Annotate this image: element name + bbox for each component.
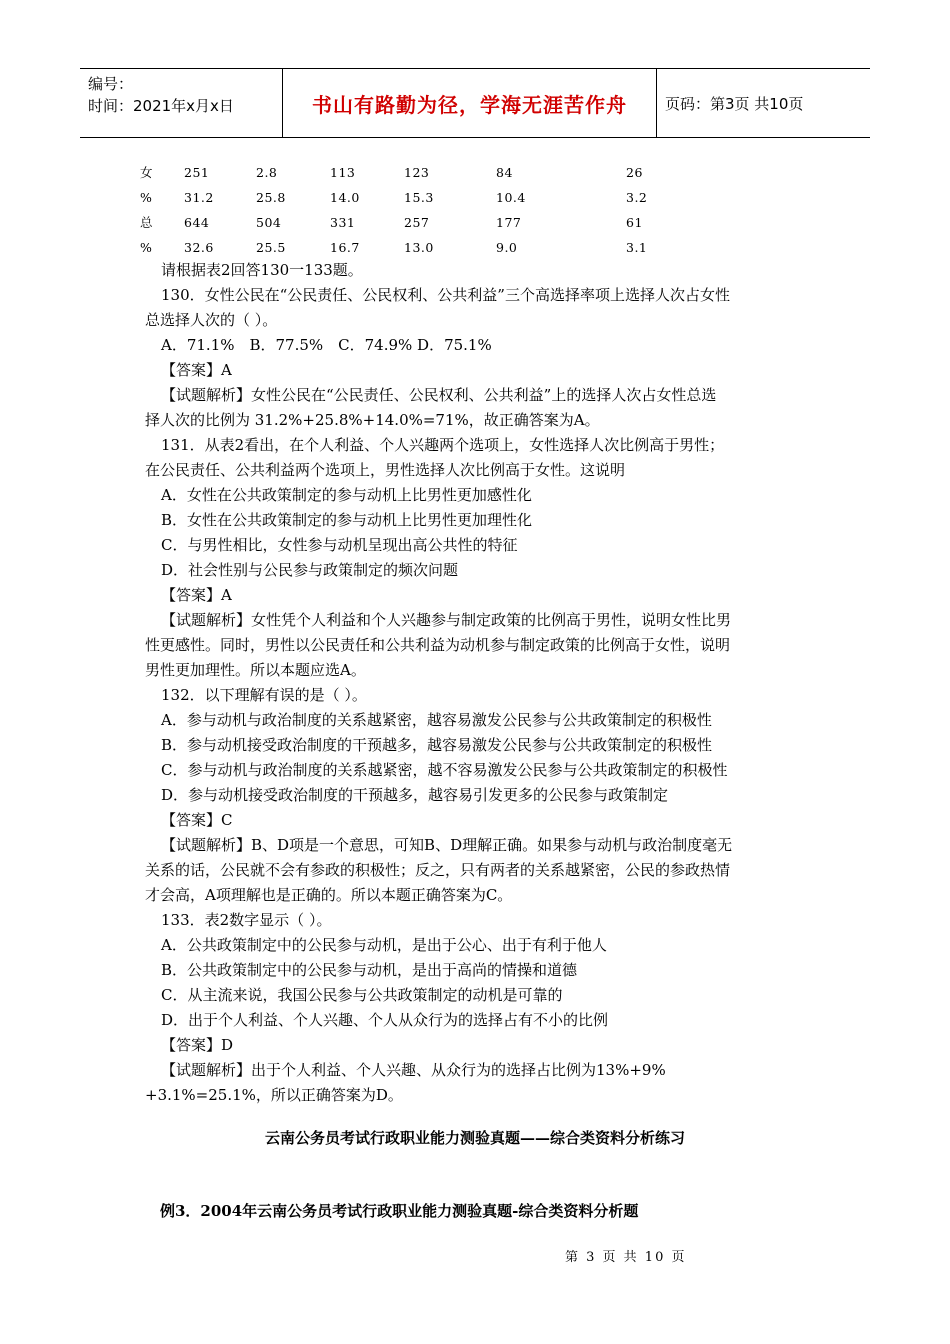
table-cell: 15.3 (404, 190, 434, 205)
text-line: +3.1%=25.1%，所以正确答案为D。 (145, 1086, 403, 1104)
table-cell: 3.2 (626, 190, 648, 205)
table-cell: 644 (184, 215, 210, 230)
table-cell: 14.0 (330, 190, 360, 205)
text-line: 【答案】A (161, 586, 232, 604)
text-line: 关系的话，公民就不会有参政的积极性；反之，只有两者的关系越紧密，公民的参政热情 (145, 861, 731, 879)
text-line: 【试题解析】女性公民在“公民责任、公民权利、公共利益”上的选择人次占女性总选 (161, 386, 717, 404)
page-footer: 第 3 页 共 10 页 (565, 1250, 687, 1265)
text-line: 性更感性。同时，男性以公民责任和公共利益为动机参与制定政策的比例高于女性，说明 (145, 636, 731, 654)
text-line: C．从主流来说，我国公民参与公共政策制定的动机是可靠的 (161, 986, 563, 1004)
table-cell: % (140, 190, 153, 205)
text-line: D．参与动机接受政治制度的干预越多，越容易引发更多的公民参与政策制定 (161, 786, 669, 804)
table-cell: 9.0 (496, 240, 518, 255)
text-line: 131．从表2看出，在个人利益、个人兴趣两个选项上，女性选择人次比例高于男性； (161, 436, 725, 454)
page-header (80, 68, 870, 138)
text-line: 【答案】A (161, 361, 232, 379)
text-line: 【答案】D (161, 1036, 234, 1054)
text-line: C．与男性相比，女性参与动机呈现出高公共性的特征 (161, 536, 518, 554)
table-cell: 25.8 (256, 190, 286, 205)
table-cell: 113 (330, 165, 356, 180)
section-title: 云南公务员考试行政职业能力测验真题——综合类资料分析练习 (264, 1129, 685, 1147)
table-cell: 504 (256, 215, 282, 230)
table-cell: 31.2 (184, 190, 214, 205)
document-body (145, 258, 815, 1108)
text-line: 男性更加理性。所以本题应选A。 (145, 661, 366, 679)
text-line: 请根据表2回答130一133题。 (161, 261, 363, 279)
table-cell: 251 (184, 165, 210, 180)
text-line: 在公民责任、公共利益两个选项上，男性选择人次比例高于女性。这说明 (145, 461, 626, 479)
text-line: 【试题解析】女性凭个人利益和个人兴趣参与制定政策的比例高于男性，说明女性比男 (161, 611, 732, 629)
table-cell: 女 (140, 165, 154, 180)
table-cell: % (140, 240, 153, 255)
number-label: 编号： (88, 75, 134, 93)
table-cell: 2.8 (256, 165, 278, 180)
table-cell: 26 (626, 165, 643, 180)
text-line: D．社会性别与公民参与政策制定的频次问题 (161, 561, 459, 579)
table-cell: 257 (404, 215, 430, 230)
text-line: C．参与动机与政治制度的关系越紧密，越不容易激发公民参与公共政策制定的积极性 (161, 761, 728, 779)
table-cell: 3.1 (626, 240, 648, 255)
table-cell: 10.4 (496, 190, 526, 205)
table-cell: 61 (626, 215, 643, 230)
date-label: 时间：2021年x月x日 (88, 97, 234, 115)
text-line: A．71.1% B．77.5% C．74.9% D．75.1% (161, 336, 492, 354)
header-page-info: 页码：第3页 共10页 (665, 94, 804, 113)
text-line: B．参与动机接受政治制度的干预越多，越容易激发公民参与公共政策制定的积极性 (161, 736, 713, 754)
text-line: B．公共政策制定中的公民参与动机，是出于高尚的情操和道德 (161, 961, 578, 979)
table-cell: 13.0 (404, 240, 434, 255)
text-line: D．出于个人利益、个人兴趣、个人从众行为的选择占有不小的比例 (161, 1011, 609, 1029)
header-meta (80, 69, 283, 137)
text-line: 择人次的比例为 31.2%+25.8%+14.0%=71%，故正确答案为A。 (145, 411, 600, 429)
text-line: 130．女性公民在“公民责任、公民权利、公共利益”三个高选择率项上选择人次占女性 (161, 286, 730, 304)
text-line: 【试题解析】B、D项是一个意思，可知B、D理解正确。如果参与动机与政治制度毫无 (161, 836, 733, 854)
example-title: 例3．2004年云南公务员考试行政职业能力测验真题-综合类资料分析题 (160, 1202, 639, 1220)
text-line: A．女性在公共政策制定的参与动机上比男性更加感性化 (161, 486, 532, 504)
header-motto: 书山有路勤为径，学海无涯苦作舟 (283, 69, 657, 137)
text-line: 【答案】C (161, 811, 233, 829)
text-line: 总选择人次的（ ）。 (145, 311, 278, 329)
text-line: 133．表2数字显示（ ）。 (161, 911, 332, 929)
text-line: A．公共政策制定中的公民参与动机，是出于公心、出于有利于他人 (161, 936, 607, 954)
table-cell: 16.7 (330, 240, 360, 255)
table-cell: 331 (330, 215, 356, 230)
text-line: 【试题解析】出于个人利益、个人兴趣、从众行为的选择占比例为13%+9% (161, 1061, 666, 1079)
text-line: 才会高，A项理解也是正确的。所以本题正确答案为C。 (145, 886, 513, 904)
table-cell: 32.6 (184, 240, 214, 255)
table-cell: 123 (404, 165, 430, 180)
table-cell: 总 (140, 215, 154, 230)
text-line: A．参与动机与政治制度的关系越紧密，越容易激发公民参与公共政策制定的积极性 (161, 711, 712, 729)
text-line: B．女性在公共政策制定的参与动机上比男性更加理性化 (161, 511, 533, 529)
table-cell: 25.5 (256, 240, 286, 255)
table-cell: 84 (496, 165, 513, 180)
table-cell: 177 (496, 215, 522, 230)
text-line: 132．以下理解有误的是（ ）。 (161, 686, 367, 704)
